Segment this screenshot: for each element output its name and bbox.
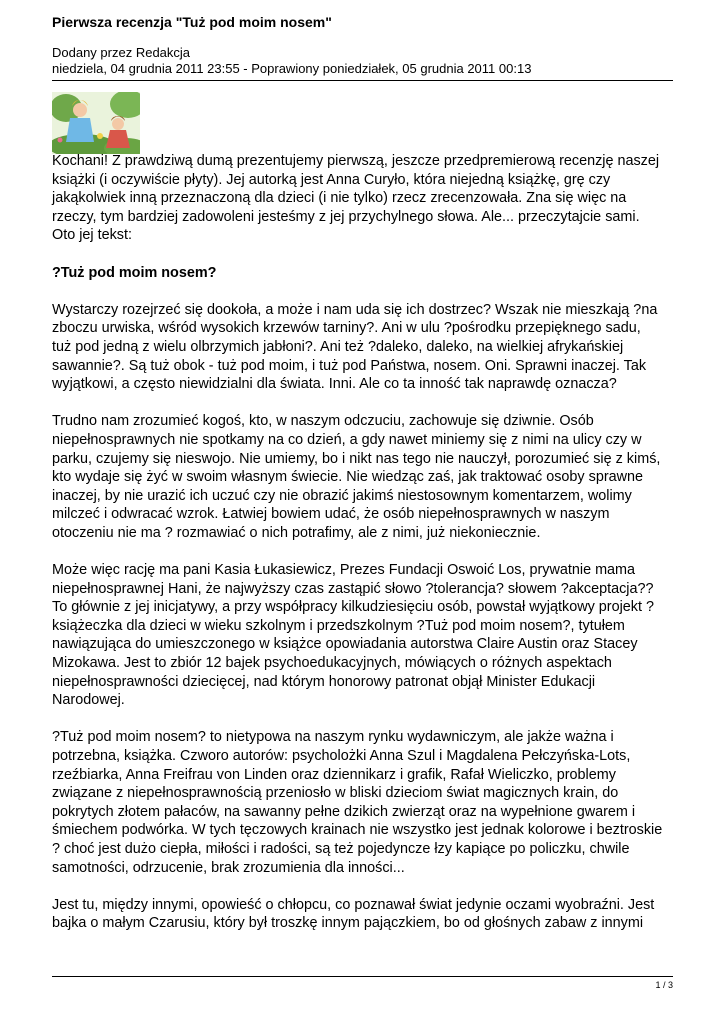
text-line: milczeć i odwracać wzrok. Łatwiej bowiem udać, że osób niepełnosprawnych w naszym bbox=[52, 506, 610, 523]
added-by: Dodany przez Redakcja bbox=[52, 45, 191, 60]
text-line: sawannie?. Są tuż obok - tuż pod moim, i tuż pod Państwa, nosem. Oni. Sprawni inaczej. Tak bbox=[52, 357, 647, 374]
text-line: samotności, odrzucenie, brak zrozumienia dla inności... bbox=[52, 859, 405, 876]
article-paragraph bbox=[52, 301, 673, 394]
text-line: niepełnosprawności dziecięcej, nad którym honorowy patronat objął Minister Edukacji bbox=[52, 673, 596, 690]
text-line: Wystarczy rozejrzeć się dookoła, a może i nam uda się ich dostrzec? Wszak nie mieszkają ?na bbox=[52, 301, 658, 318]
text-line: Trudno nam zrozumieć kogoś, kto, w naszym odczuciu, zachowuje się dziwnie. Osób bbox=[52, 413, 594, 430]
text-line: Może więc rację ma pani Kasia Łukasiewicz, Prezes Fundacji Oswoić Los, prywatnie mama bbox=[52, 562, 636, 579]
text-line: bajka o małym Czarusiu, który był troszkę innym pajączkiem, bo od głośnych zabaw z innymi bbox=[52, 915, 644, 932]
page-title: Pierwsza recenzja "Tuż pod moim nosem" bbox=[52, 14, 332, 30]
text-line: ?Tuż pod moim nosem? bbox=[52, 264, 217, 281]
text-line: zboczu urwiska, wśród wysokich krzewów tarniny?. Ani w ulu ?pośrodku przepięknego sadu, bbox=[52, 320, 641, 337]
fairy-tale-illustration-icon bbox=[52, 92, 140, 154]
text-line: parku, czujemy się nieswojo. Nie umiemy, bo i nikt nas tego nie nauczył, porozumieć się z kimś, bbox=[52, 450, 661, 467]
text-line: rzeczy, tym bardziej zadowoleni jesteśmy z jej przychylnego słowa. Ale... przeczytajcie sami. bbox=[52, 208, 640, 225]
text-line: inaczej, by nie urazić ich uczuć czy nie obrazić jakimś niestosownym komentarzem, wolimy bbox=[52, 487, 632, 504]
text-line: tuż pod jedną z wielu olbrzymich jabłoni?. Ani też ?daleko, daleko, na wielkiej afrykańskiej bbox=[52, 338, 624, 355]
text-line: książeczka dla dzieci w wieku szkolnym i przedszkolnym ?Tuż pod moim nosem?, tytułem bbox=[52, 617, 625, 634]
text-line: ? choć jest dużo ciepła, miłości i radości, są też pojedyncze łzy kapiące po policzku, chwile bbox=[52, 840, 630, 857]
text-line: ?Tuż pod moim nosem? to nietypowa na naszym rynku wydawniczym, ale jakże ważna i bbox=[52, 729, 614, 746]
article-meta bbox=[52, 45, 531, 77]
text-line: Oto jej tekst: bbox=[52, 227, 132, 244]
article-heading bbox=[52, 264, 673, 283]
article-paragraph bbox=[52, 728, 673, 877]
text-line: niepełnosprawnej Hani, że najwyższy czas zastąpić słowo ?tolerancja? słowem ?akceptacja?? bbox=[52, 580, 654, 597]
text-line: Narodowej. bbox=[52, 692, 125, 709]
text-line: rzeźbiarka, Anna Freifrau von Linden oraz dziennikarz i grafik, Rafał Wieliczko, problemy bbox=[52, 766, 616, 783]
text-line: książki (i oczywiście płyty). Jej autorką jest Anna Curyło, która niejedną książkę, grę czy bbox=[52, 171, 611, 188]
text-line: nawiązująca do umieszczonego w książce opowiadania autorstwa Claire Austin oraz Stacey bbox=[52, 636, 638, 653]
article-paragraph bbox=[52, 561, 673, 710]
text-line: kto wydaje się żyć w swoim własnym świecie. Nie wiedząc zaś, jak traktować osoby sprawne bbox=[52, 469, 644, 486]
text-line: związane z niepełnosprawnością przeniosło w bliski dzieciom świat magicznych krain, do bbox=[52, 785, 619, 802]
text-line: niepełnosprawnych nie spotkamy na co dzień, a gdy nawet miniemy się z nimi na ulicy czy w bbox=[52, 431, 642, 448]
header-divider bbox=[52, 80, 673, 81]
article-body bbox=[52, 152, 673, 952]
article-paragraph bbox=[52, 412, 673, 542]
text-line: wyjątkowi, a często niewidzialni dla świata. Inni. Ale co ta inność tak naprawdę oznacza? bbox=[52, 376, 617, 393]
text-line: otoczeniu nie ma ? rozmawiać o nich potrafimy, ale z nimi, już niekoniecznie. bbox=[52, 524, 541, 541]
text-line: pokrytych złotem pałaców, na sawanny pełne dzikich zwierząt oraz na wypełnione gwarem i bbox=[52, 803, 636, 820]
article-dates: niedziela, 04 grudnia 2011 23:55 - Poprawiony poniedziałek, 05 grudnia 2011 00:13 bbox=[52, 61, 532, 76]
text-line: jakąkolwiek inną przeznaczoną dla dzieci (i nie tylko) rzecz zrecenzowała. Zna się więc na bbox=[52, 190, 627, 207]
footer-divider bbox=[52, 976, 673, 977]
text-line: potrzebna, książka. Czworo autorów: psycholożki Anna Szul i Magdalena Pełczyńska-Lots, bbox=[52, 748, 631, 764]
article-paragraph bbox=[52, 896, 673, 933]
text-line: Jest tu, między innymi, opowieść o chłopcu, co poznawał świat jedynie oczami wyobraźni. Jest bbox=[52, 896, 655, 913]
article-paragraph bbox=[52, 152, 673, 245]
text-line: śmiechem podwórka. W tych tęczowych krainach nie wszystko jest jednak kolorowe i beztroskie bbox=[52, 822, 663, 839]
text-line: To głównie z jej inicjatywy, a przy współpracy kilkudziesięciu osób, powstał wyjątkowy projekt ? bbox=[52, 599, 654, 616]
text-line: Kochani! Z prawdziwą dumą prezentujemy pierwszą, jeszcze przedpremierową recenzję naszej bbox=[52, 153, 660, 169]
page-indicator: 1 / 3 bbox=[655, 980, 673, 990]
text-line: Mizokawa. Jest to zbiór 12 bajek psychoedukacyjnych, mówiących o różnych aspektach bbox=[52, 655, 612, 672]
